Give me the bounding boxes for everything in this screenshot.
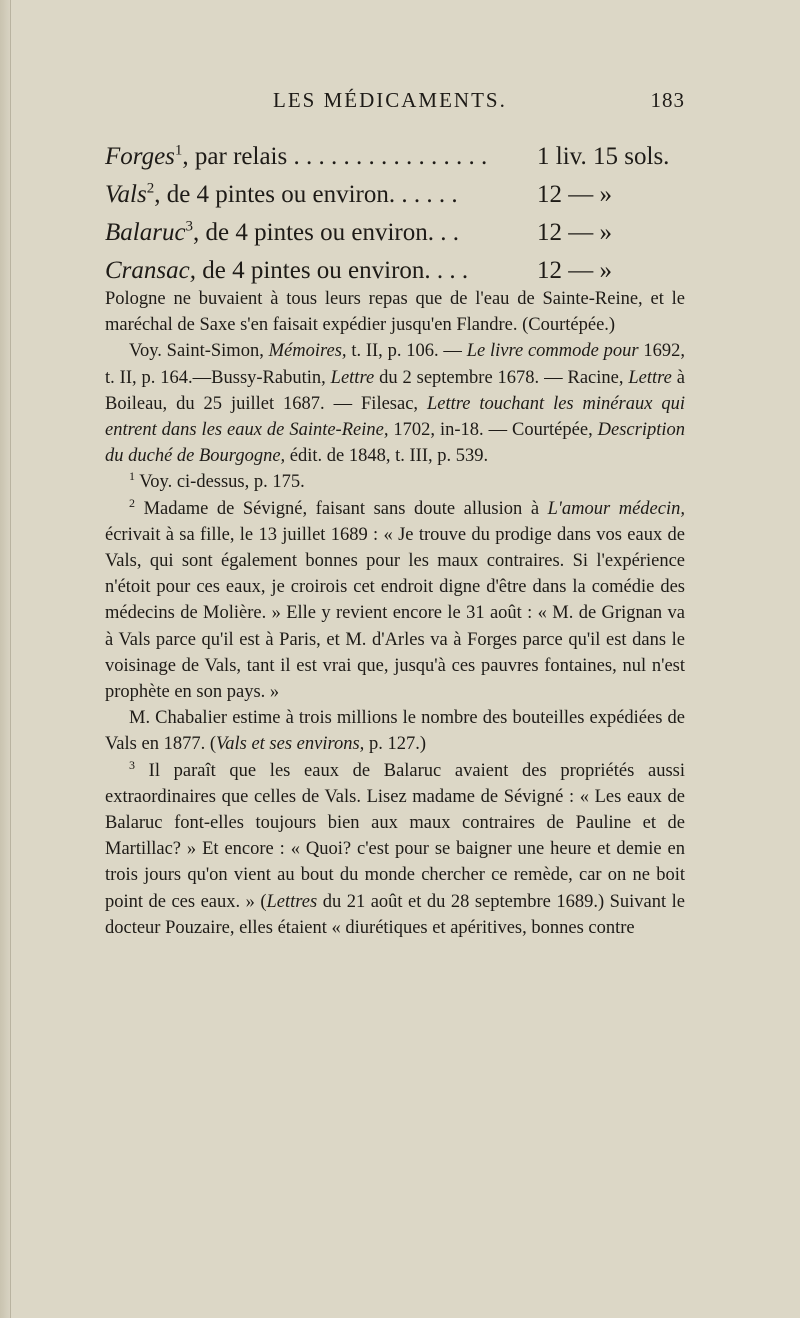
footnote-mark: 2 — [129, 495, 135, 510]
price-item-price: 12 — » — [537, 181, 612, 208]
footnote-mark: 3 — [129, 757, 135, 772]
price-item-price: 12 — » — [537, 219, 612, 246]
page-edge — [0, 0, 11, 1318]
price-item-name: Cransac, — [105, 257, 196, 284]
footnotes — [105, 286, 685, 941]
price-item-price: 12 — » — [537, 257, 612, 284]
price-item-desc: , de 4 pintes ou environ. . . — [193, 219, 459, 246]
running-title: LES MÉDICAMENTS. — [273, 88, 507, 112]
price-list — [105, 138, 685, 290]
price-item-name: Vals — [105, 181, 147, 208]
price-row-forges — [105, 138, 685, 176]
price-item-name: Balaruc — [105, 219, 186, 246]
page-number: 183 — [650, 88, 685, 112]
note-references: Voy. Saint-Simon, Mémoires, t. II, p. 106. — Le livre commode pour 1692, t. II, p. 164.—Bussy-Rabutin, Lettre du 2 septembre 1678. — Racine, Lettre à Boileau, du 25 juillet 1687. — Filesac, Lettre touchant les minéraux qui entrent dans les eaux de Sainte-Reine, 1702, in-18. — Courtépée, Description du duché de Bourgogne, édit. de 1848, t. III, p. 539. — [105, 341, 686, 467]
price-row-cransac — [105, 252, 685, 290]
footnote-2: $^2$ Madame de Sévigné, faisant sans doute allusion à L'amour médecin, écrivait à sa fille, le 13 juillet 1689 : « Je trouve du prodige dans vos eaux de Vals, qui sont également bonnes pour les maux contraires. Si l'expérience n'étoit pour ces eaux, je croirois cet endroit digne d'être dans la comédie des médecins de Molière. » Elle y revient encore le 31 août : « M. de Grignan va à Vals parce qu'il est à Paris, et M. d'Arles va à Forges parce qu'il est dans le voisinage de Vals, tant il est vrai que, jusqu'à ces pauvres fontaines, nul n'est prophète en son pays. » — [105, 495, 685, 703]
footnote-mark: 3 — [185, 218, 194, 235]
price-row-balaruc — [105, 214, 685, 252]
footnote-mark: 1 — [129, 469, 135, 484]
price-item-name: Forges — [105, 143, 175, 170]
footnote-mark: 2 — [146, 180, 155, 197]
price-item-price: 1 liv. 15 sols. — [537, 143, 670, 170]
price-item-desc: , par relais . . . . . . . . . . . . . . . . — [182, 143, 488, 170]
footnote-mark: 1 — [174, 142, 183, 159]
footnote-2-continued: M. Chabalier estime à trois millions le nombre des bouteilles expédiées de Vals en 1877. (Vals et ses environs, p. 127.) — [105, 708, 685, 755]
price-item-desc: , de 4 pintes ou environ. . . . . . — [154, 181, 458, 208]
note-continuation: Pologne ne buvaient à tous leurs repas que de l'eau de Sainte-Reine, et le maréchal de Saxe s'en faisait expédier jusqu'en Flandre. (Courtépée.) — [105, 289, 685, 336]
footnote-1: $^1$ Voy. ci-dessus, p. 175. — [129, 469, 305, 493]
footnote-3: $^3$ Il paraît que les eaux de Balaruc avaient des propriétés aussi extraordinaires que celles de Vals. Lisez madame de Sévigné : « Les eaux de Balaruc font-elles toujours bien aux maux contraires de Pauline et de Martillac? » Et encore : « Quoi? c'est pour se baigner une heure et demie en trois jours qu'on vient au bout du monde chercher ce remède, car on ne boit point de ces eaux. » (Lettres du 21 août et du 28 septembre 1689.) Suivant le docteur Pouzaire, elles étaient « diurétiques et apéritives, bonnes contre — [105, 757, 685, 938]
price-item-desc: de 4 pintes ou environ. . . . — [195, 257, 469, 284]
price-row-vals — [105, 176, 685, 214]
running-header — [105, 88, 685, 116]
